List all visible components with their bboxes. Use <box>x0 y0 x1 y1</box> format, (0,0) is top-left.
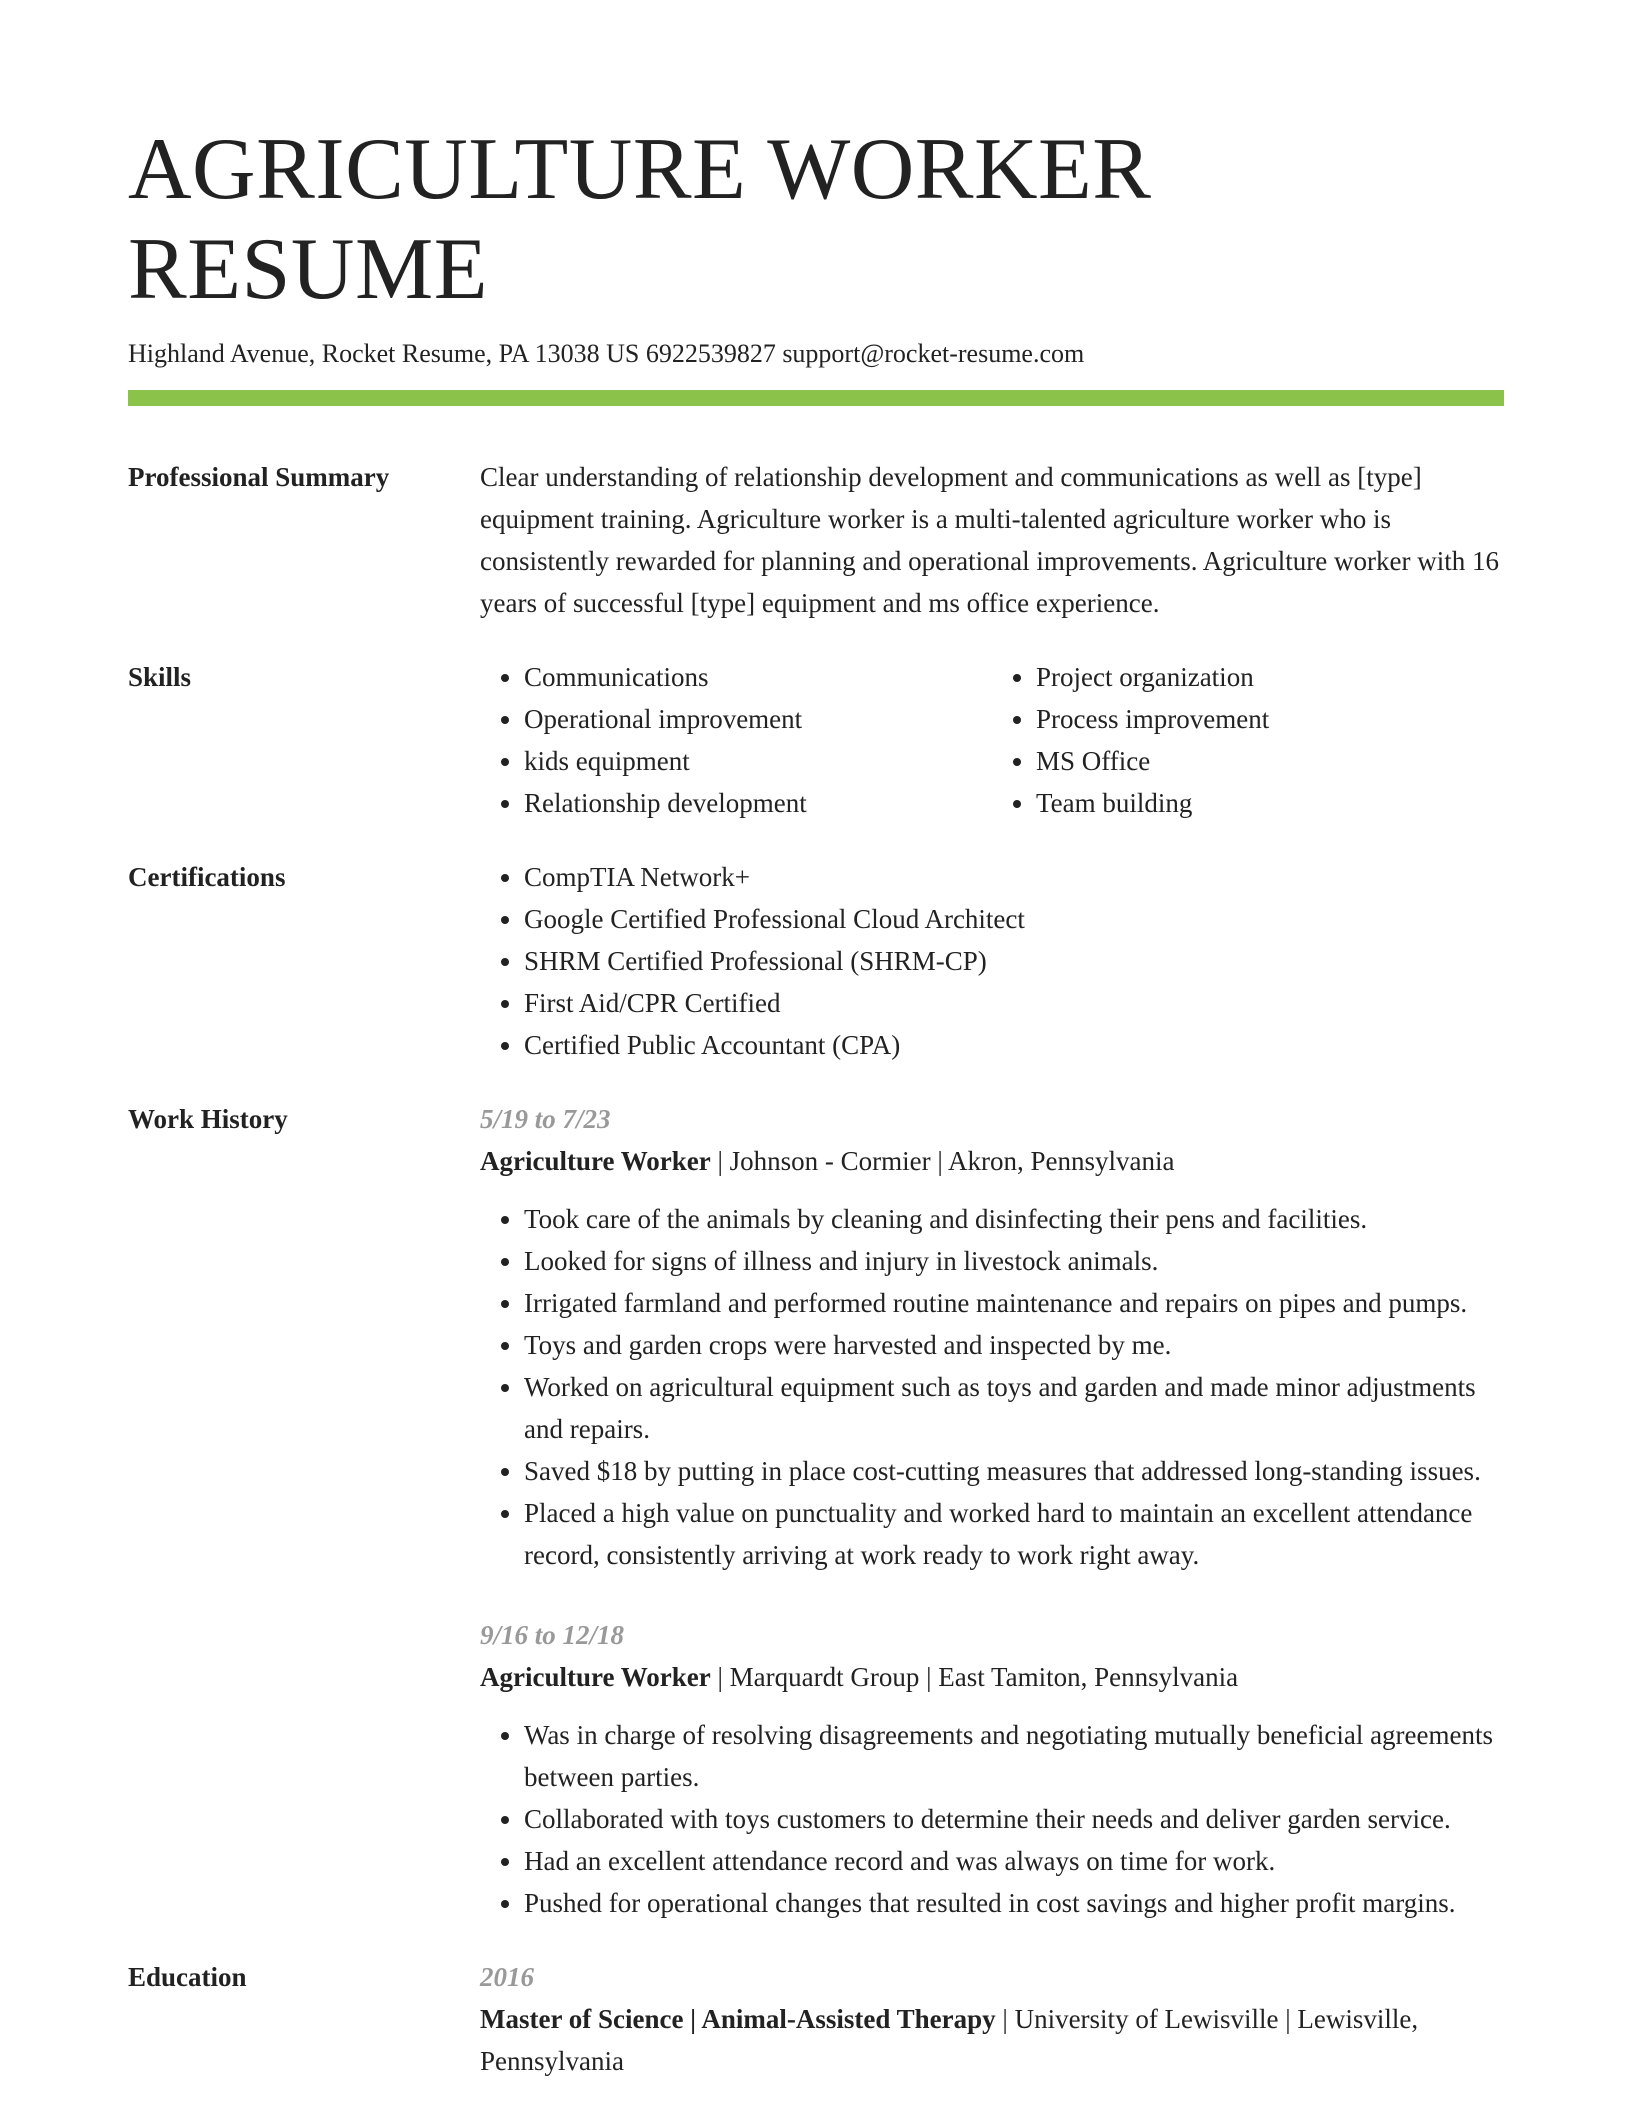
work-history-section <box>128 1098 1504 1924</box>
skills-section <box>128 656 1504 824</box>
certifications-section <box>128 856 1504 1066</box>
job-bullets <box>480 1198 1504 1576</box>
job-bullet: • Looked for signs of illness and injury in livestock animals. <box>524 1240 1504 1282</box>
certification-item: • CompTIA Network+ <box>524 856 1504 898</box>
skills-list-left <box>480 656 992 824</box>
job-bullet: • Had an excellent attendance record and was always on time for work. <box>524 1840 1504 1882</box>
job-entry <box>480 1614 1504 1924</box>
job-bullet: • Toys and garden crops were harvested and inspected by me. <box>524 1324 1504 1366</box>
job-dates: 5/19 to 7/23 <box>480 1104 611 1134</box>
contact-line: Highland Avenue, Rocket Resume, PA 13038 US 6922539827 support@rocket-resume.com <box>128 339 1085 368</box>
skill-item: • Team building <box>1036 782 1504 824</box>
job-bullet: • Was in charge of resolving disagreements and negotiating mutually beneficial agreements between parties. <box>524 1714 1504 1798</box>
job-bullet: • Pushed for operational changes that resulted in cost savings and higher profit margins. <box>524 1882 1504 1924</box>
certification-item: • SHRM Certified Professional (SHRM-CP) <box>524 940 1504 982</box>
skill-item: • Operational improvement <box>524 698 992 740</box>
certifications-label: Certifications <box>128 862 286 892</box>
job-heading <box>480 1656 1504 1698</box>
certifications-list <box>480 856 1504 1066</box>
skill-item: • Communications <box>524 656 992 698</box>
education-content <box>480 1956 1504 2082</box>
accent-divider <box>128 390 1504 406</box>
certifications-content <box>480 856 1504 1066</box>
education-degree: Master of Science | Animal-Assisted Therapy <box>480 2004 996 2034</box>
skill-item: • MS Office <box>1036 740 1504 782</box>
summary-text: Clear understanding of relationship development and communications as well as [type] equipment training. Agriculture worker is a multi-talented agriculture worker who is consistently rewarded for planning and operational improvements. Agriculture worker with 16 years of successful [type] equipment and ms office experience. <box>480 462 1499 618</box>
education-section <box>128 1956 1504 2082</box>
work-history-content <box>480 1098 1504 1924</box>
education-year: 2016 <box>480 1962 534 1992</box>
work-history-label: Work History <box>128 1104 288 1134</box>
job-heading <box>480 1140 1504 1182</box>
certification-item: • First Aid/CPR Certified <box>524 982 1504 1024</box>
education-heading <box>480 1998 1504 2082</box>
job-bullet: • Irrigated farmland and performed routine maintenance and repairs on pipes and pumps. <box>524 1282 1504 1324</box>
skills-list-right <box>992 656 1504 824</box>
summary-label: Professional Summary <box>128 462 390 492</box>
education-label: Education <box>128 1962 247 1992</box>
job-details: | Marquardt Group | East Tamiton, Pennsylvania <box>710 1662 1239 1692</box>
job-bullets <box>480 1714 1504 1924</box>
job-bullet: • Saved $18 by putting in place cost-cutting measures that addressed long-standing issues. <box>524 1450 1504 1492</box>
job-details: | Johnson - Cormier | Akron, Pennsylvania <box>710 1146 1175 1176</box>
skill-item: • Process improvement <box>1036 698 1504 740</box>
summary-content <box>480 456 1504 624</box>
skills-content <box>480 656 1504 824</box>
job-dates: 9/16 to 12/18 <box>480 1620 625 1650</box>
resume-page <box>128 120 1504 2082</box>
summary-section <box>128 456 1504 624</box>
job-bullet: • Collaborated with toys customers to determine their needs and deliver garden service. <box>524 1798 1504 1840</box>
certification-item: • Certified Public Accountant (CPA) <box>524 1024 1504 1066</box>
certification-item: • Google Certified Professional Cloud Architect <box>524 898 1504 940</box>
skill-item: • Relationship development <box>524 782 992 824</box>
job-entry <box>480 1098 1504 1576</box>
job-bullet: • Took care of the animals by cleaning and disinfecting their pens and facilities. <box>524 1198 1504 1240</box>
resume-title: AGRICULTURE WORKER RESUME <box>128 121 1152 318</box>
job-title: Agriculture Worker <box>480 1146 711 1176</box>
job-title: Agriculture Worker <box>480 1662 711 1692</box>
job-bullet: • Worked on agricultural equipment such as toys and garden and made minor adjustments and repairs. <box>524 1366 1504 1450</box>
education-school: | University of Lewisville | Lewisville, Pennsylvania <box>480 2004 1419 2076</box>
skill-item: • Project organization <box>1036 656 1504 698</box>
job-bullet: • Placed a high value on punctuality and worked hard to maintain an excellent attendance record, consistently arriving at work ready to work right away. <box>524 1492 1504 1576</box>
skills-label: Skills <box>128 662 192 692</box>
skill-item: • kids equipment <box>524 740 992 782</box>
